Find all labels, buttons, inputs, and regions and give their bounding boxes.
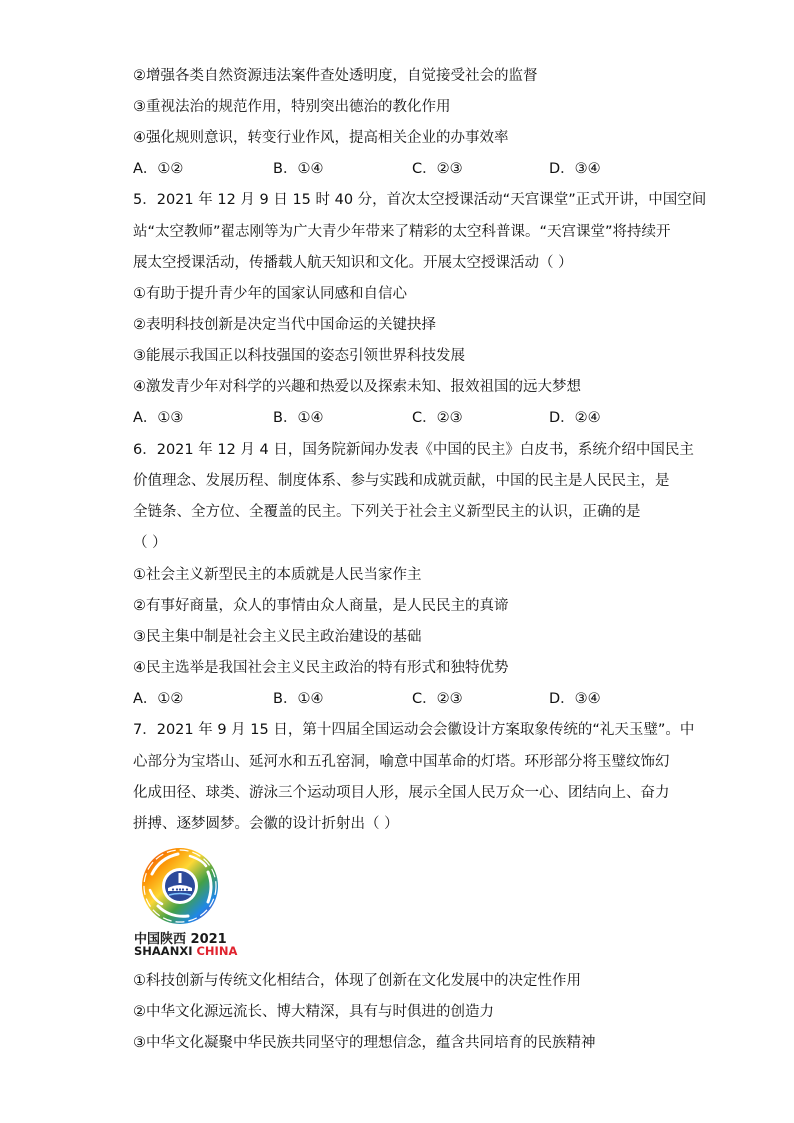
q5-stem-line-1: 5．2021 年 12 月 9 日 15 时 40 分，首次太空授课活动“天宫课堂”正式开讲，中国空间 xyxy=(133,192,707,208)
q5-option-c[interactable]: C．②③ xyxy=(412,410,463,426)
q7-stem-line-4: 拼搏、逐梦圆梦。会徽的设计折射出（ ） xyxy=(133,816,399,832)
q6-item-1: ①社会主义新型民主的本质就是人民当家作主 xyxy=(133,567,422,583)
q4-option-c[interactable]: C．②③ xyxy=(412,161,463,177)
q7-stem-line-2: 心部分为宝塔山、延河水和五孔窑洞，喻意中国革命的灯塔。环形部分将玉璧纹饰幻 xyxy=(133,754,670,770)
q5-item-1: ①有助于提升青少年的国家认同感和自信心 xyxy=(133,286,407,302)
q5-stem-line-3: 展太空授课活动，传播载人航天知识和文化。开展太空授课活动（ ） xyxy=(133,255,573,271)
q4-item-4: ④强化规则意识，转变行业作风，提高相关企业的办事效率 xyxy=(133,130,509,146)
q5-option-b[interactable]: B．①④ xyxy=(273,410,324,426)
q7-item-3: ③中华文化凝聚中华民族共同坚守的理想信念，蕴含共同培育的民族精神 xyxy=(133,1035,596,1051)
q6-stem-line-2: 价值理念、发展历程、制度体系、参与实践和成就贡献，中国的民主是人民民主，是 xyxy=(133,473,670,489)
q5-item-3: ③能展示我国正以科技强国的姿态引领世界科技发展 xyxy=(133,348,465,364)
q5-stem-line-2: 站“太空教师”翟志刚等为广大青少年带来了精彩的太空科普课。“天宫课堂”将持续开 xyxy=(133,224,671,240)
q4-option-a[interactable]: A．①② xyxy=(133,161,184,177)
q6-item-4: ④民主选举是我国社会主义民主政治的特有形式和独特优势 xyxy=(133,660,509,676)
q6-stem-line-3: 全链条、全方位、全覆盖的民主。下列关于社会主义新型民主的认识，正确的是 xyxy=(133,504,641,520)
q4-option-b[interactable]: B．①④ xyxy=(273,161,324,177)
q6-item-2: ②有事好商量，众人的事情由众人商量，是人民民主的真谛 xyxy=(133,598,509,614)
emblem-text-en xyxy=(134,944,237,958)
q5-item-2: ②表明科技创新是决定当代中国命运的关键抉择 xyxy=(133,317,436,333)
q5-option-d[interactable]: D．②④ xyxy=(549,410,601,426)
q7-stem-line-3: 化成田径、球类、游泳三个运动项目人形，展示全国人民万众一心、团结向上、奋力 xyxy=(133,785,670,801)
q7-item-2: ②中华文化源远流长、博大精深，具有与时俱进的创造力 xyxy=(133,1004,494,1020)
q4-option-d[interactable]: D．③④ xyxy=(549,161,601,177)
games-emblem-logo xyxy=(134,844,238,960)
q7-stem-line-1: 7．2021 年 9 月 15 日，第十四届全国运动会会徽设计方案取象传统的“礼天玉璧”。中 xyxy=(133,722,695,738)
q5-item-4: ④激发青少年对科学的兴趣和热爱以及探索未知、报效祖国的远大梦想 xyxy=(133,379,581,395)
q6-stem-line-4: （ ） xyxy=(133,535,167,551)
q6-item-3: ③民主集中制是社会主义民主政治建设的基础 xyxy=(133,629,422,645)
q7-item-1: ①科技创新与传统文化相结合，体现了创新在文化发展中的决定性作用 xyxy=(133,973,581,989)
q6-stem-line-1: 6．2021 年 12 月 4 日，国务院新闻办发表《中国的民主》白皮书，系统介绍中国民主 xyxy=(133,442,694,458)
q4-item-2: ②增强各类自然资源违法案件查处透明度，自觉接受社会的监督 xyxy=(133,68,538,84)
q5-option-a[interactable]: A．①③ xyxy=(133,410,184,426)
q6-option-b[interactable]: B．①④ xyxy=(273,691,324,707)
q6-option-a[interactable]: A．①② xyxy=(133,691,184,707)
q4-item-3: ③重视法治的规范作用，特别突出德治的教化作用 xyxy=(133,99,451,115)
emblem-text-zh: 中国陕西 2021 xyxy=(134,932,227,947)
q6-option-d[interactable]: D．③④ xyxy=(549,691,601,707)
emblem-ring-graphic xyxy=(138,844,230,928)
q6-option-c[interactable]: C．②③ xyxy=(412,691,463,707)
emblem-text-en-china: CHINA xyxy=(192,944,238,958)
emblem-text-en-shaanxi: SHAANXI xyxy=(134,944,193,958)
